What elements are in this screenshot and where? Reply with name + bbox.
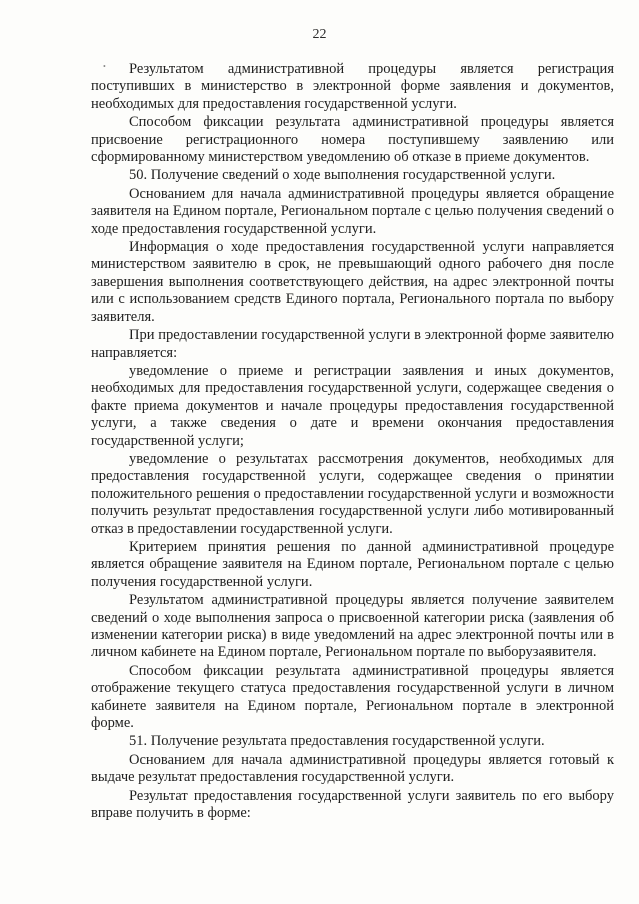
paragraph: Основанием для начала административной процедуры является готовый к выдаче результат предоставления государственной услуги. bbox=[91, 751, 614, 786]
paragraph: Результатом административной процедуры является регистрация поступивших в министерство в электронной форме заявления и документов, необходимых для предоставления государственной услуги. bbox=[91, 61, 614, 112]
paragraph: уведомление о приеме и регистрации заявления и иных документов, необходимых для предоставления государственной услуги, содержащее сведения о факте приема документов и начале процедуры предоставления государственной услуги, а также сведения о дате и времени окончания предоставления государственной услуги; bbox=[91, 362, 614, 449]
paragraph: уведомление о результатах рассмотрения документов, необходимых для предоставления государственной услуги, содержащее сведения о принятии положительного решения о предоставлении государственной услуги и возможности получить результат предоставления государственной услуги либо мотивированный отказ в предоставлении государственной услуги. bbox=[91, 450, 614, 537]
scan-speck: • bbox=[103, 62, 106, 71]
paragraph: Результат предоставления государственной услуги заявитель по его выбору вправе получить в форме: bbox=[91, 787, 614, 822]
paragraph: Способом фиксации результата административной процедуры является присвоение регистрационного номера поступившему заявлению или сформированному министерством уведомлению об отказе в приеме документов. bbox=[91, 114, 614, 166]
paragraph: Способом фиксации результата административной процедуры является отображение текущего статуса предоставления государственной услуги в личном кабинете заявителя на Едином портале, Региональном портале в электронной форме. bbox=[91, 662, 614, 732]
paragraph: Основанием для начала административной процедуры является обращение заявителя на Едином портале, Региональном портале с целью получения сведений о ходе предоставления государственной услуги. bbox=[91, 185, 614, 237]
document-body bbox=[91, 61, 614, 823]
section-heading: 51. Получение результата предоставления государственной услуги. bbox=[129, 733, 545, 750]
paragraph: Результатом административной процедуры является получение заявителем сведений о ходе выполнения запроса о присвоенной категории риска (заявления об изменении категории риска) в виде уведомлений на адрес электронной почты или в личном кабинете на Едином портале, Региональном портале по выборузаявителя. bbox=[91, 592, 614, 661]
paragraph: При предоставлении государственной услуги в электронной форме заявителю направляется: bbox=[91, 327, 614, 361]
section-heading: 50. Получение сведений о ходе выполнения государственной услуги. bbox=[129, 167, 556, 184]
paragraph: Критерием принятия решения по данной административной процедуре является обращение заявителя на Едином портале, Региональном портале с целью получения государственной услуги. bbox=[91, 538, 614, 590]
paragraph: Информация о ходе предоставления государственной услуги направляется министерством заявителю в срок, не превышающий одного рабочего дня после завершения выполнения соответствующего действия, на адрес электронной почты или с использованием средств Единого портала, Регионального портала по выбору заявителя. bbox=[91, 239, 614, 325]
page-number: 22 bbox=[312, 27, 327, 42]
